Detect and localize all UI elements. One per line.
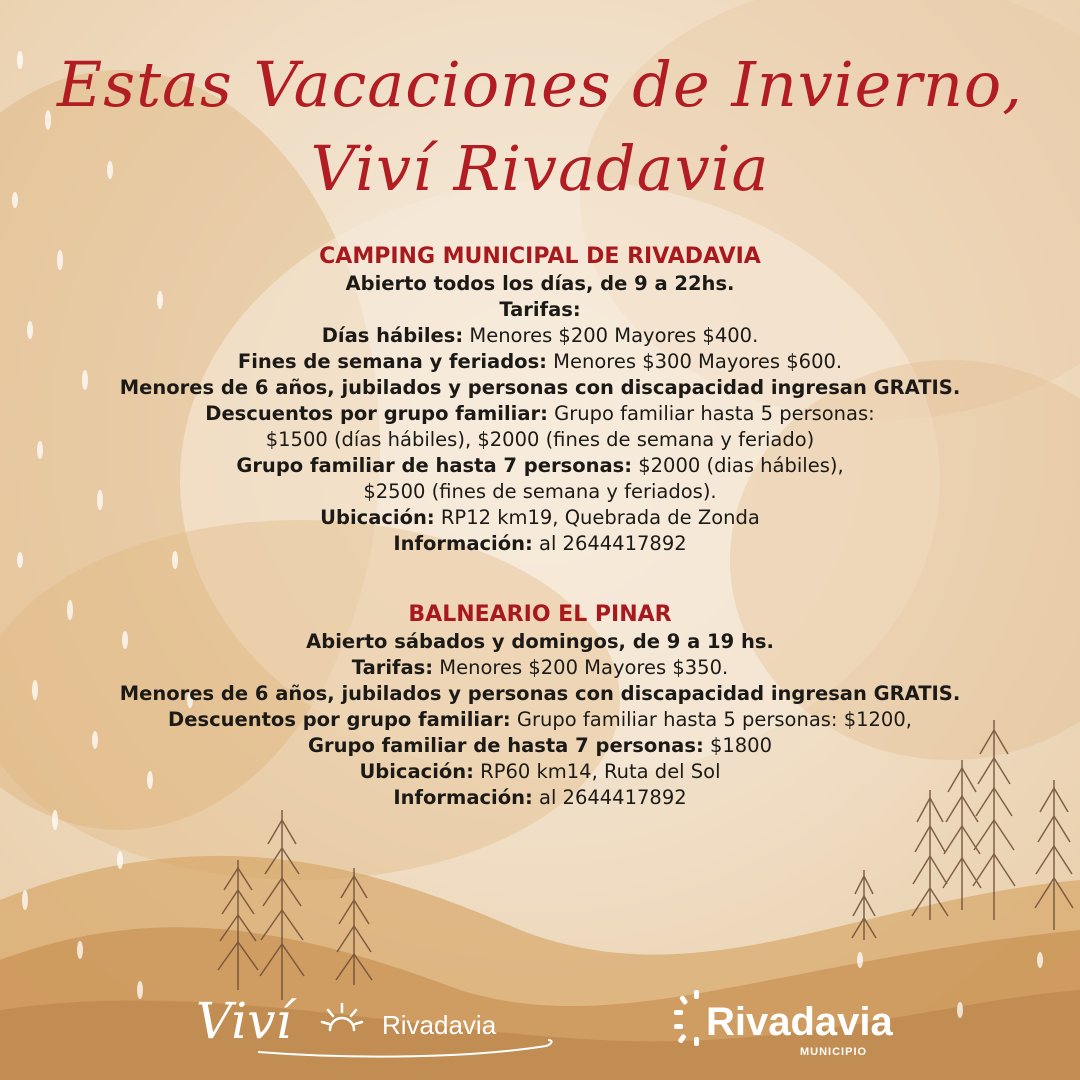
balneario-free-note: Menores de 6 años, jubilados y personas con discapacidad ingresan GRATIS.: [119, 682, 961, 705]
balneario-hours: Abierto sábados y domingos, de 9 a 19 hs.: [306, 630, 774, 653]
sun-icon: [320, 1000, 364, 1036]
balneario-section: [0, 601, 1080, 811]
camping-fines: Fines de semana y feriados: Menores $300 Mayores $600.: [237, 350, 843, 373]
camping-hours: Abierto todos los días, de 9 a 22hs.: [345, 272, 735, 295]
camping-descuentos: Descuentos por grupo familiar: Grupo familiar hasta 5 personas:: [205, 402, 875, 425]
camping-section: [0, 243, 1080, 557]
camping-informacion: Información: al 2644417892: [393, 532, 687, 555]
vivi-rivadavia-logo: [196, 992, 556, 1062]
camping-tarifas-label: Tarifas:: [499, 298, 581, 321]
camping-free-note: Menores de 6 años, jubilados y personas con discapacidad ingresan GRATIS.: [119, 376, 961, 399]
camping-grupo7: Grupo familiar de hasta 7 personas: $2000 (dias hábiles),: [236, 454, 844, 477]
balneario-heading: BALNEARIO EL PINAR: [408, 602, 672, 627]
vivi-rivadavia-text: Rivadavia: [382, 1010, 497, 1040]
vivi-script: Viví: [196, 992, 292, 1050]
municipio-logo: [672, 982, 902, 1062]
camping-grupo7-prices: $2500 (fines de semana y feriados).: [363, 480, 717, 503]
balneario-grupo7: Grupo familiar de hasta 7 personas: $1800: [308, 734, 772, 757]
title-line-2: Viví Rivadavia: [310, 132, 770, 205]
title-line-1: Estas Vacaciones de Invierno,: [57, 48, 1023, 121]
swoosh-icon: [256, 1038, 556, 1060]
camping-heading: CAMPING MUNICIPAL DE RIVADAVIA: [319, 244, 761, 269]
camping-descuentos-prices: $1500 (días hábiles), $2000 (fines de semana y feriado): [265, 428, 815, 451]
municipio-rivadavia-text: Rivadavia: [706, 1000, 893, 1044]
balneario-ubicacion: Ubicación: RP60 km14, Ruta del Sol: [359, 760, 721, 783]
camping-ubicacion: Ubicación: RP12 km19, Quebrada de Zonda: [320, 506, 760, 529]
balneario-informacion: Información: al 2644417892: [393, 786, 687, 809]
balneario-tarifas: Tarifas: Menores $200 Mayores $350.: [351, 656, 729, 679]
balneario-descuentos: Descuentos por grupo familiar: Grupo familiar hasta 5 personas: $1200,: [168, 708, 912, 731]
municipio-subtitle: MUNICIPIO: [800, 1046, 868, 1058]
camping-habiles: Días hábiles: Menores $200 Mayores $400.: [321, 324, 759, 347]
